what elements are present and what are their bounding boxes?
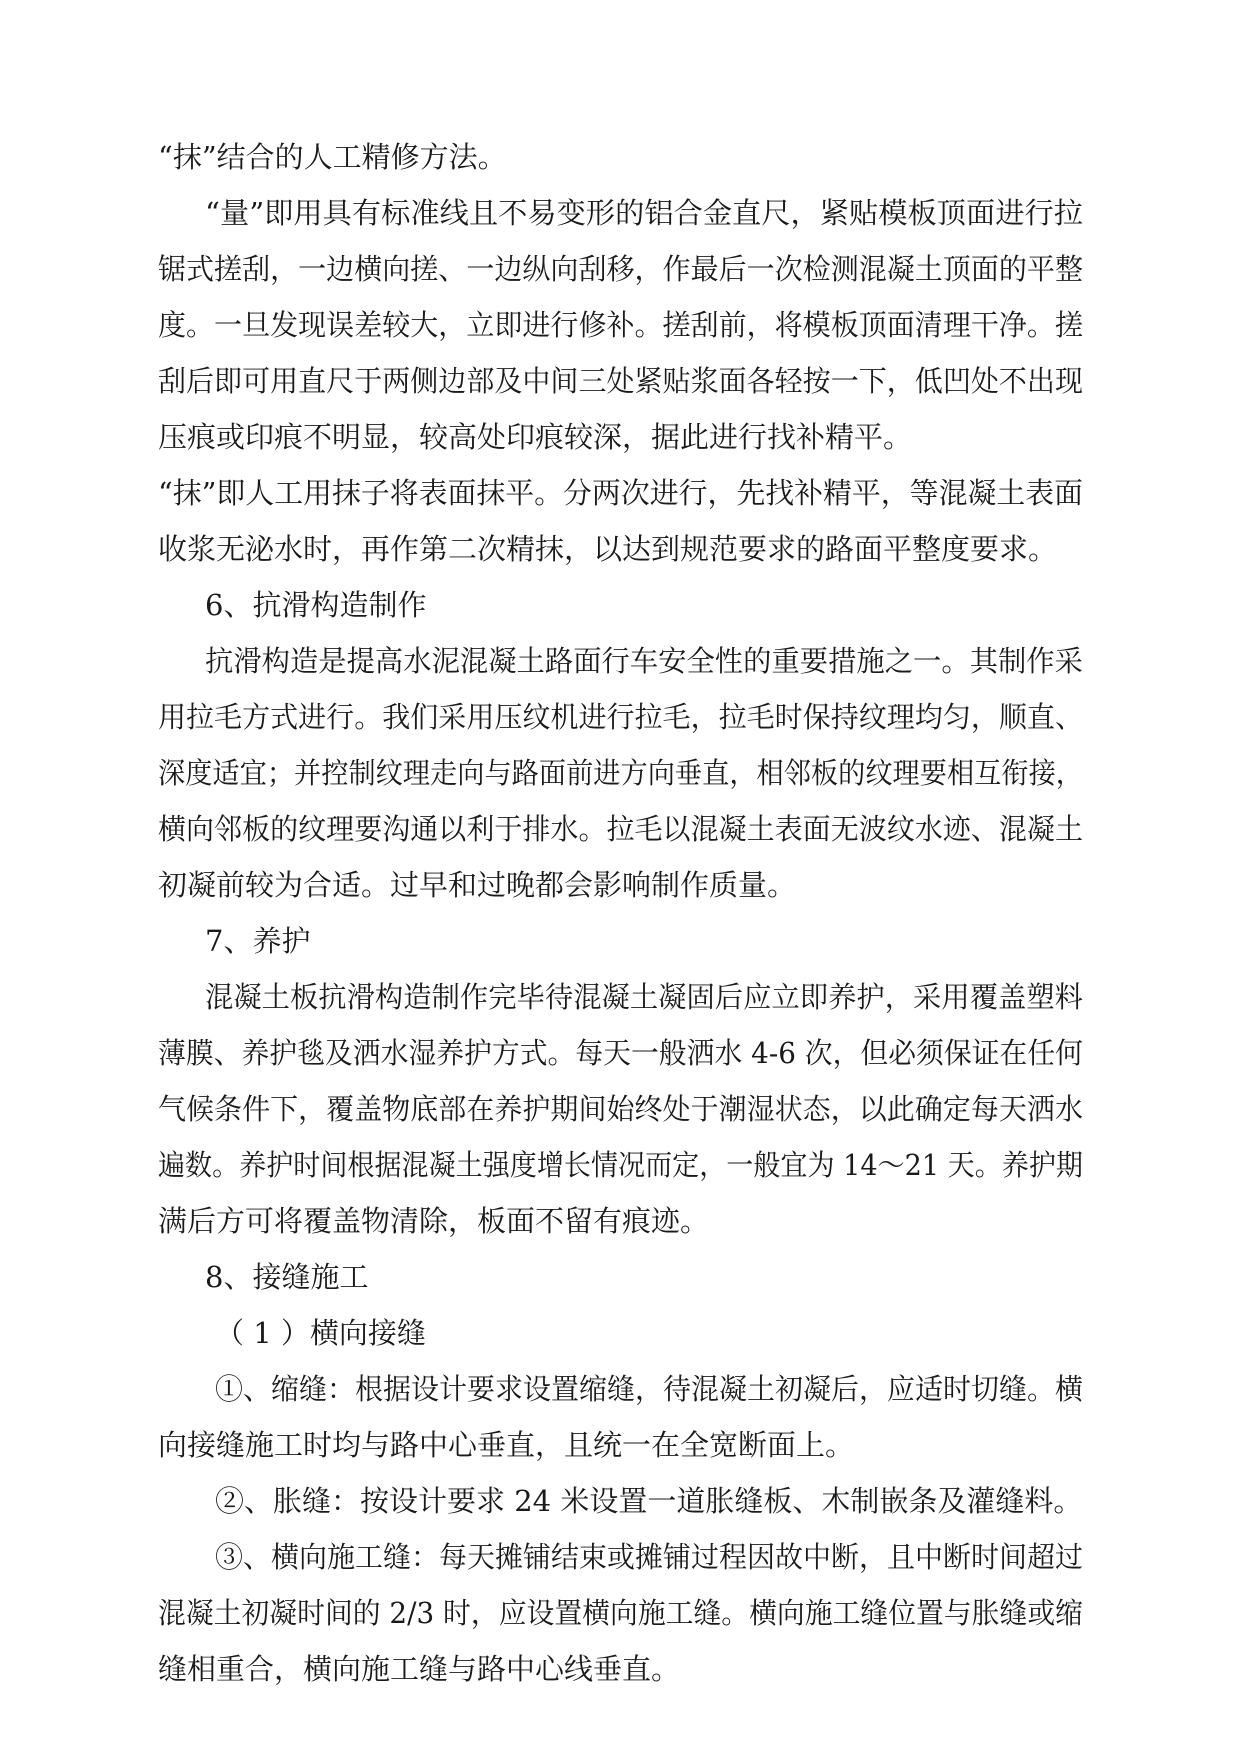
text-line: 抗滑构造是提高水泥混凝土路面行车安全性的重要措施之一。其制作采	[205, 644, 1083, 678]
text-line: 深度适宜；并控制纹理走向与路面前进方向垂直，相邻板的纹理要相互衔接，	[158, 756, 1083, 790]
section-heading: 6、抗滑构造制作	[205, 588, 427, 622]
text-line: 混凝土板抗滑构造制作完毕待混凝土凝固后应立即养护，采用覆盖塑料	[205, 980, 1083, 1014]
text-line: ③、横向施工缝：每天摊铺结束或摊铺过程因故中断，且中断时间超过	[215, 1540, 1083, 1574]
subsection-heading: （ 1 ）横向接缝	[215, 1316, 426, 1350]
text-line: 混凝土初凝时间的 2/3 时，应设置横向施工缝。横向施工缝位置与胀缝或缩	[158, 1596, 1083, 1630]
text-line: 压痕或印痕不明显，较高处印痕较深，据此进行找补精平。	[158, 420, 913, 454]
text-line: 薄膜、养护毯及洒水湿养护方式。每天一般洒水 4-6 次，但必须保证在任何	[158, 1036, 1083, 1070]
text-line: 用拉毛方式进行。我们采用压纹机进行拉毛，拉毛时保持纹理均匀，顺直、	[158, 700, 1083, 734]
text-line: ①、缩缝：根据设计要求设置缩缝，待混凝土初凝后，应适时切缝。横	[215, 1372, 1083, 1406]
section-heading: 7、养护	[205, 924, 311, 958]
text-line: 满后方可将覆盖物清除，板面不留有痕迹。	[158, 1204, 710, 1238]
text-line: 度。一旦发现误差较大，立即进行修补。搓刮前，将模板顶面清理干净。搓	[158, 308, 1083, 342]
text-line: 气候条件下，覆盖物底部在养护期间始终处于潮湿状态，以此确定每天洒水	[158, 1092, 1083, 1126]
section-heading: 8、接缝施工	[205, 1260, 369, 1294]
text-line: “抹”即人工用抹子将表面抹平。分两次进行，先找补精平，等混凝土表面	[158, 476, 1083, 510]
text-line: 收浆无泌水时，再作第二次精抹，以达到规范要求的路面平整度要求。	[158, 532, 1058, 566]
text-line: “抹”结合的人工精修方法。	[158, 140, 507, 174]
text-line: 缝相重合，横向施工缝与路中心线垂直。	[158, 1652, 681, 1686]
text-line: 横向邻板的纹理要沟通以利于排水。拉毛以混凝土表面无波纹水迹、混凝土	[158, 812, 1083, 846]
text-line: 向接缝施工时均与路中心垂直，且统一在全宽断面上。	[158, 1428, 855, 1462]
text-line: “量”即用具有标准线且不易变形的铝合金直尺，紧贴模板顶面进行拉	[205, 196, 1083, 230]
text-line: ②、胀缝：按设计要求 24 米设置一道胀缝板、木制嵌条及灌缝料。	[215, 1484, 1083, 1518]
text-line: 初凝前较为合适。过早和过晚都会影响制作质量。	[158, 868, 797, 902]
text-line: 刮后即可用直尺于两侧边部及中间三处紧贴浆面各轻按一下，低凹处不出现	[158, 364, 1083, 398]
text-line: 锯式搓刮，一边横向搓、一边纵向刮移，作最后一次检测混凝土顶面的平整	[158, 252, 1083, 286]
text-line: 遍数。养护时间根据混凝土强度增长情况而定，一般宜为 14～21 天。养护期	[158, 1148, 1083, 1182]
